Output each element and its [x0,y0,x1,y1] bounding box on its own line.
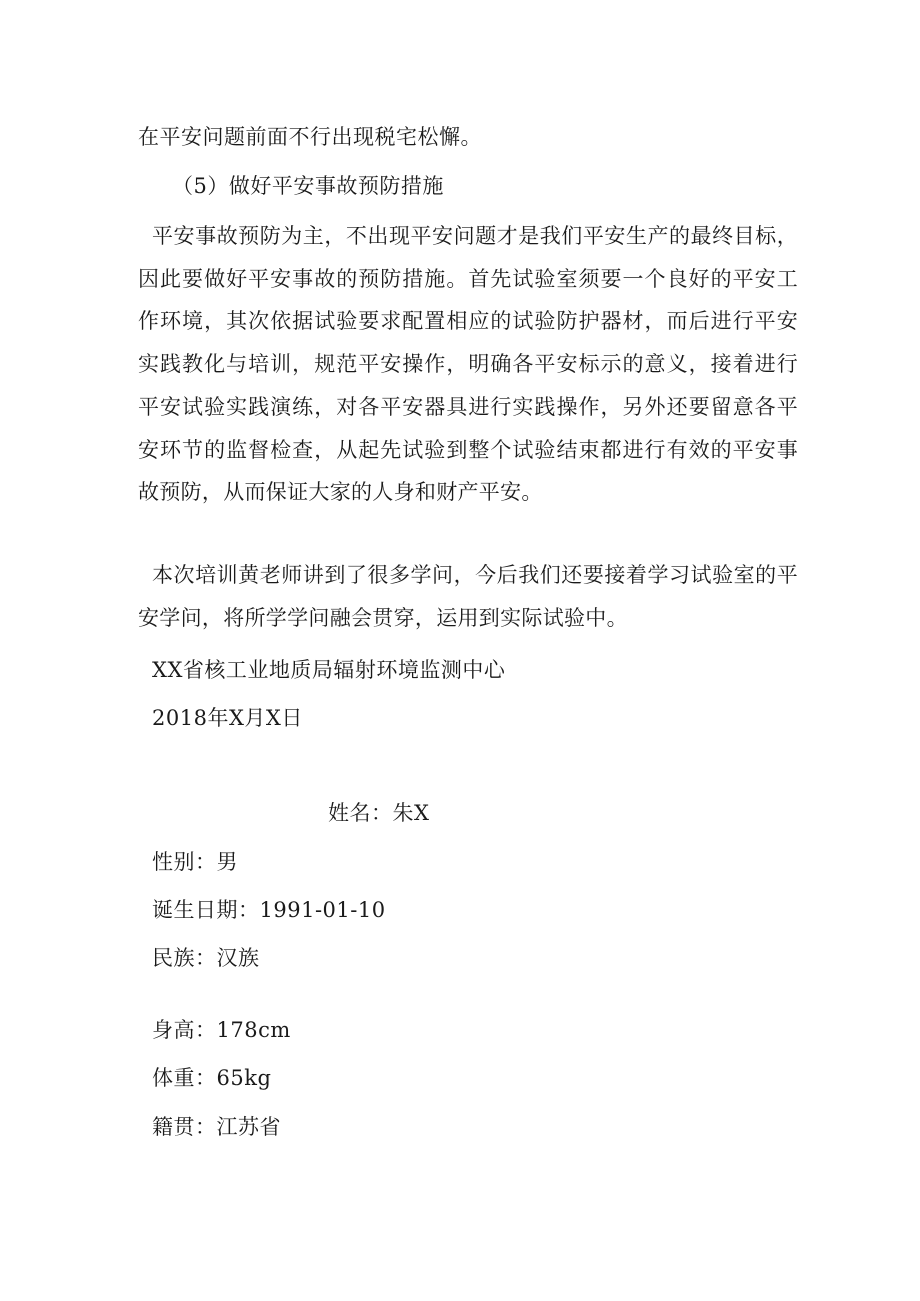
prevention-paragraph: 平安事故预防为主，不出现平安问题才是我们平安生产的最终目标，因此要做好平安事故的预防措施。首先试验室须要一个良好的平安工作环境，其次依据试验要求配置相应的试验防护器材，而后进行平安实践教化与培训，规范平安操作，明确各平安标示的意义，接着进行平安试验实践演练，对各平安器具进行实践操作，另外还要留意各平安环节的监督检查，从起先试验到整个试验结束都进行有效的平安事故预防，从而保证大家的人身和财产平安。 [138,224,798,505]
intro-tail-text: 在平安问题前面不行出现税宅松懈。 [138,125,482,149]
document-date: 2018年X月X日 [152,706,303,730]
profile-weight: 体重：65kg [152,1066,272,1090]
profile-ethnicity: 民族：汉族 [152,946,260,970]
closing-paragraph: 本次培训黄老师讲到了很多学问，今后我们还要接着学习试验室的平安学问，将所学学问融会贯穿，运用到实际试验中。 [138,563,798,630]
profile-height: 身高：178cm [152,1018,291,1042]
profile-name: 姓名：朱X [328,801,430,825]
organization-name: XX省核工业地质局辐射环境监测中心 [152,658,506,682]
profile-native-place: 籍贯：江苏省 [152,1115,281,1139]
profile-birth-date: 诞生日期：1991-01-10 [152,898,386,922]
section-heading: （5）做好平安事故预防措施 [172,174,444,198]
profile-gender: 性别：男 [152,850,238,874]
